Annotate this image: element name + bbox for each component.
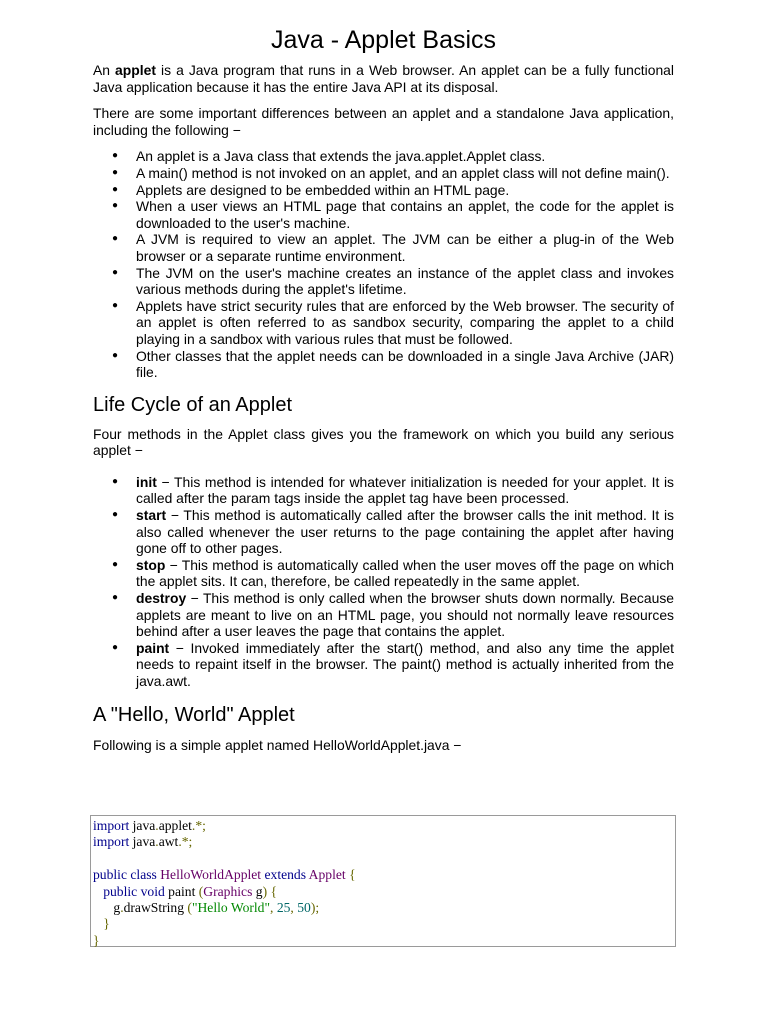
method-term: start (136, 507, 167, 524)
code-token: HelloWorldApplet (160, 867, 262, 883)
intro-text-pre: An (93, 62, 116, 78)
code-token: import (93, 818, 130, 833)
bullet-icon: ● (112, 558, 119, 570)
code-token: public (103, 883, 138, 899)
bullet-icon: ● (112, 266, 119, 278)
page-title: Java - Applet Basics (270, 26, 497, 54)
list-item-text: Applets are designed to be embedded within an HTML page. (136, 181, 510, 198)
code-indent (93, 900, 113, 915)
list-item (112, 590, 674, 640)
bullet-icon: ● (112, 475, 119, 487)
code-token: . (155, 818, 159, 833)
differences-paragraph: There are some important differences between an applet and a standalone Java application, including the following − (93, 105, 674, 138)
intro-text-post: is a Java program that runs in a Web browser. An applet can be a fully functional Java application because it has the entire Java API at its disposal. (93, 62, 674, 95)
method-desc: − This method is automatically called after the browser calls the init method. It is also called whenever the user returns to the page containing the applet after having gone off to other pages. (136, 507, 674, 557)
list-item-text: An applet is a Java class that extends the java.applet.Applet class. (136, 148, 546, 165)
bullet-icon: ● (112, 592, 119, 604)
code-line (93, 884, 675, 900)
lifecycle-paragraph: Four methods in the Applet class gives you the framework on which you build any serious applet − (93, 425, 674, 459)
bullet-icon: ● (112, 299, 119, 311)
hello-heading: A "Hello, World" Applet (93, 703, 295, 726)
code-line (93, 933, 675, 949)
list-item (112, 148, 674, 165)
list-item (112, 297, 674, 348)
list-item-text: Applets have strict security rules that are enforced by the Web browser. The security of an applet is often referred to as sandbox security, comparing the applet to a child playing in a sandbox with various rules that must be followed. (136, 297, 674, 347)
lifecycle-heading: Life Cycle of an Applet (93, 393, 293, 416)
list-item (112, 507, 674, 557)
list-item-text: When a user views an HTML page that contains an applet, the code for the applet is downloaded to the user's machine. (136, 198, 674, 231)
list-item (112, 164, 674, 182)
code-token: import (93, 834, 130, 850)
list-item (112, 181, 674, 199)
method-term: destroy (136, 590, 187, 607)
code-line (93, 867, 675, 883)
code-token: class (130, 867, 157, 883)
code-token: .*; (191, 818, 206, 833)
code-token: } (103, 916, 110, 932)
code-indent (93, 916, 103, 931)
code-token: Graphics (203, 883, 253, 899)
code-token: .*; (178, 834, 193, 850)
bullet-icon: ● (112, 150, 119, 162)
lifecycle-list (93, 474, 674, 690)
list-item (112, 473, 674, 507)
code-token: , (270, 900, 277, 916)
code-line (93, 916, 675, 932)
list-item (112, 264, 674, 298)
list-item-text: A JVM is required to view an applet. The JVM can be either a plug-in of the Web browser or a separate runtime environment. (136, 231, 674, 264)
method-desc: − This method is automatically called when the user moves off the page on which the applet sits. It can, therefore, be called repeatedly in the same applet. (136, 556, 674, 590)
code-token: paint (164, 883, 199, 899)
method-term: stop (136, 556, 166, 573)
code-token: . (155, 834, 159, 850)
method-desc: − This method is only called when the browser shuts down normally. Because applets are meant to live on an HTML page, you should not normally leave resources behind after a user leaves the page that contains the applet. (136, 590, 674, 640)
hello-paragraph: Following is a simple applet named HelloWorldApplet.java − (93, 736, 462, 753)
code-token: Applet (308, 867, 346, 883)
bullet-icon: ● (112, 349, 119, 361)
list-item-text: A main() method is not invoked on an applet, and an applet class will not define main(). (136, 164, 670, 181)
bullet-icon: ● (112, 641, 119, 653)
code-token: { (345, 867, 356, 883)
document-page (93, 24, 674, 753)
method-desc: − Invoked immediately after the start() method, and also any time the applet needs to repaint itself in the browser. The paint() method is actually inherited from the java.awt. (136, 639, 674, 689)
code-line (93, 818, 675, 834)
list-item (112, 198, 674, 231)
bullet-icon: ● (112, 183, 119, 195)
list-item (112, 347, 674, 381)
bullet-icon: ● (112, 166, 119, 178)
code-token: g (252, 883, 263, 899)
code-token: drawString (123, 900, 188, 916)
code-line (93, 834, 675, 850)
code-token: java (129, 834, 156, 850)
code-token: . (120, 900, 124, 916)
list-item-text: Other classes that the applet needs can be downloaded in a single Java Archive (JAR) file. (136, 347, 674, 381)
code-token: java (129, 818, 156, 833)
code-token: ( (187, 900, 192, 916)
differences-list (93, 148, 674, 380)
code-token: 25 (276, 900, 291, 916)
bullet-icon: ● (112, 233, 119, 245)
intro-bold-applet: applet (115, 62, 156, 78)
code-token: void (140, 883, 165, 899)
list-item (112, 556, 674, 590)
method-term: init (136, 473, 157, 490)
method-desc: − This method is intended for whatever initialization is needed for your applet. It is called after the param tags inside the applet tag have been processed. (136, 473, 674, 507)
code-token: extends (264, 867, 307, 883)
list-item (112, 231, 674, 264)
bullet-icon: ● (112, 200, 119, 212)
bullet-icon: ● (112, 509, 119, 521)
code-indent (93, 884, 103, 899)
list-item (112, 639, 674, 690)
intro-paragraph (93, 62, 674, 95)
code-token: { (267, 883, 278, 899)
code-token: } (93, 932, 100, 948)
code-token: awt (158, 834, 179, 850)
code-token: ( (198, 883, 204, 899)
code-block (90, 815, 676, 947)
code-token: applet (158, 818, 192, 833)
method-term: paint (136, 639, 170, 656)
code-token: public (93, 867, 127, 883)
code-token: 50 (297, 900, 311, 916)
code-token: g (113, 900, 121, 916)
code-token: , (290, 900, 298, 916)
code-token: ); (310, 900, 320, 916)
code-token: ) (262, 883, 268, 899)
list-item-text: The JVM on the user's machine creates an instance of the applet class and invokes various methods during the applet's lifetime. (136, 264, 674, 298)
code-line-blank (93, 851, 675, 867)
code-token: "Hello World" (191, 900, 271, 916)
code-line (93, 900, 675, 916)
